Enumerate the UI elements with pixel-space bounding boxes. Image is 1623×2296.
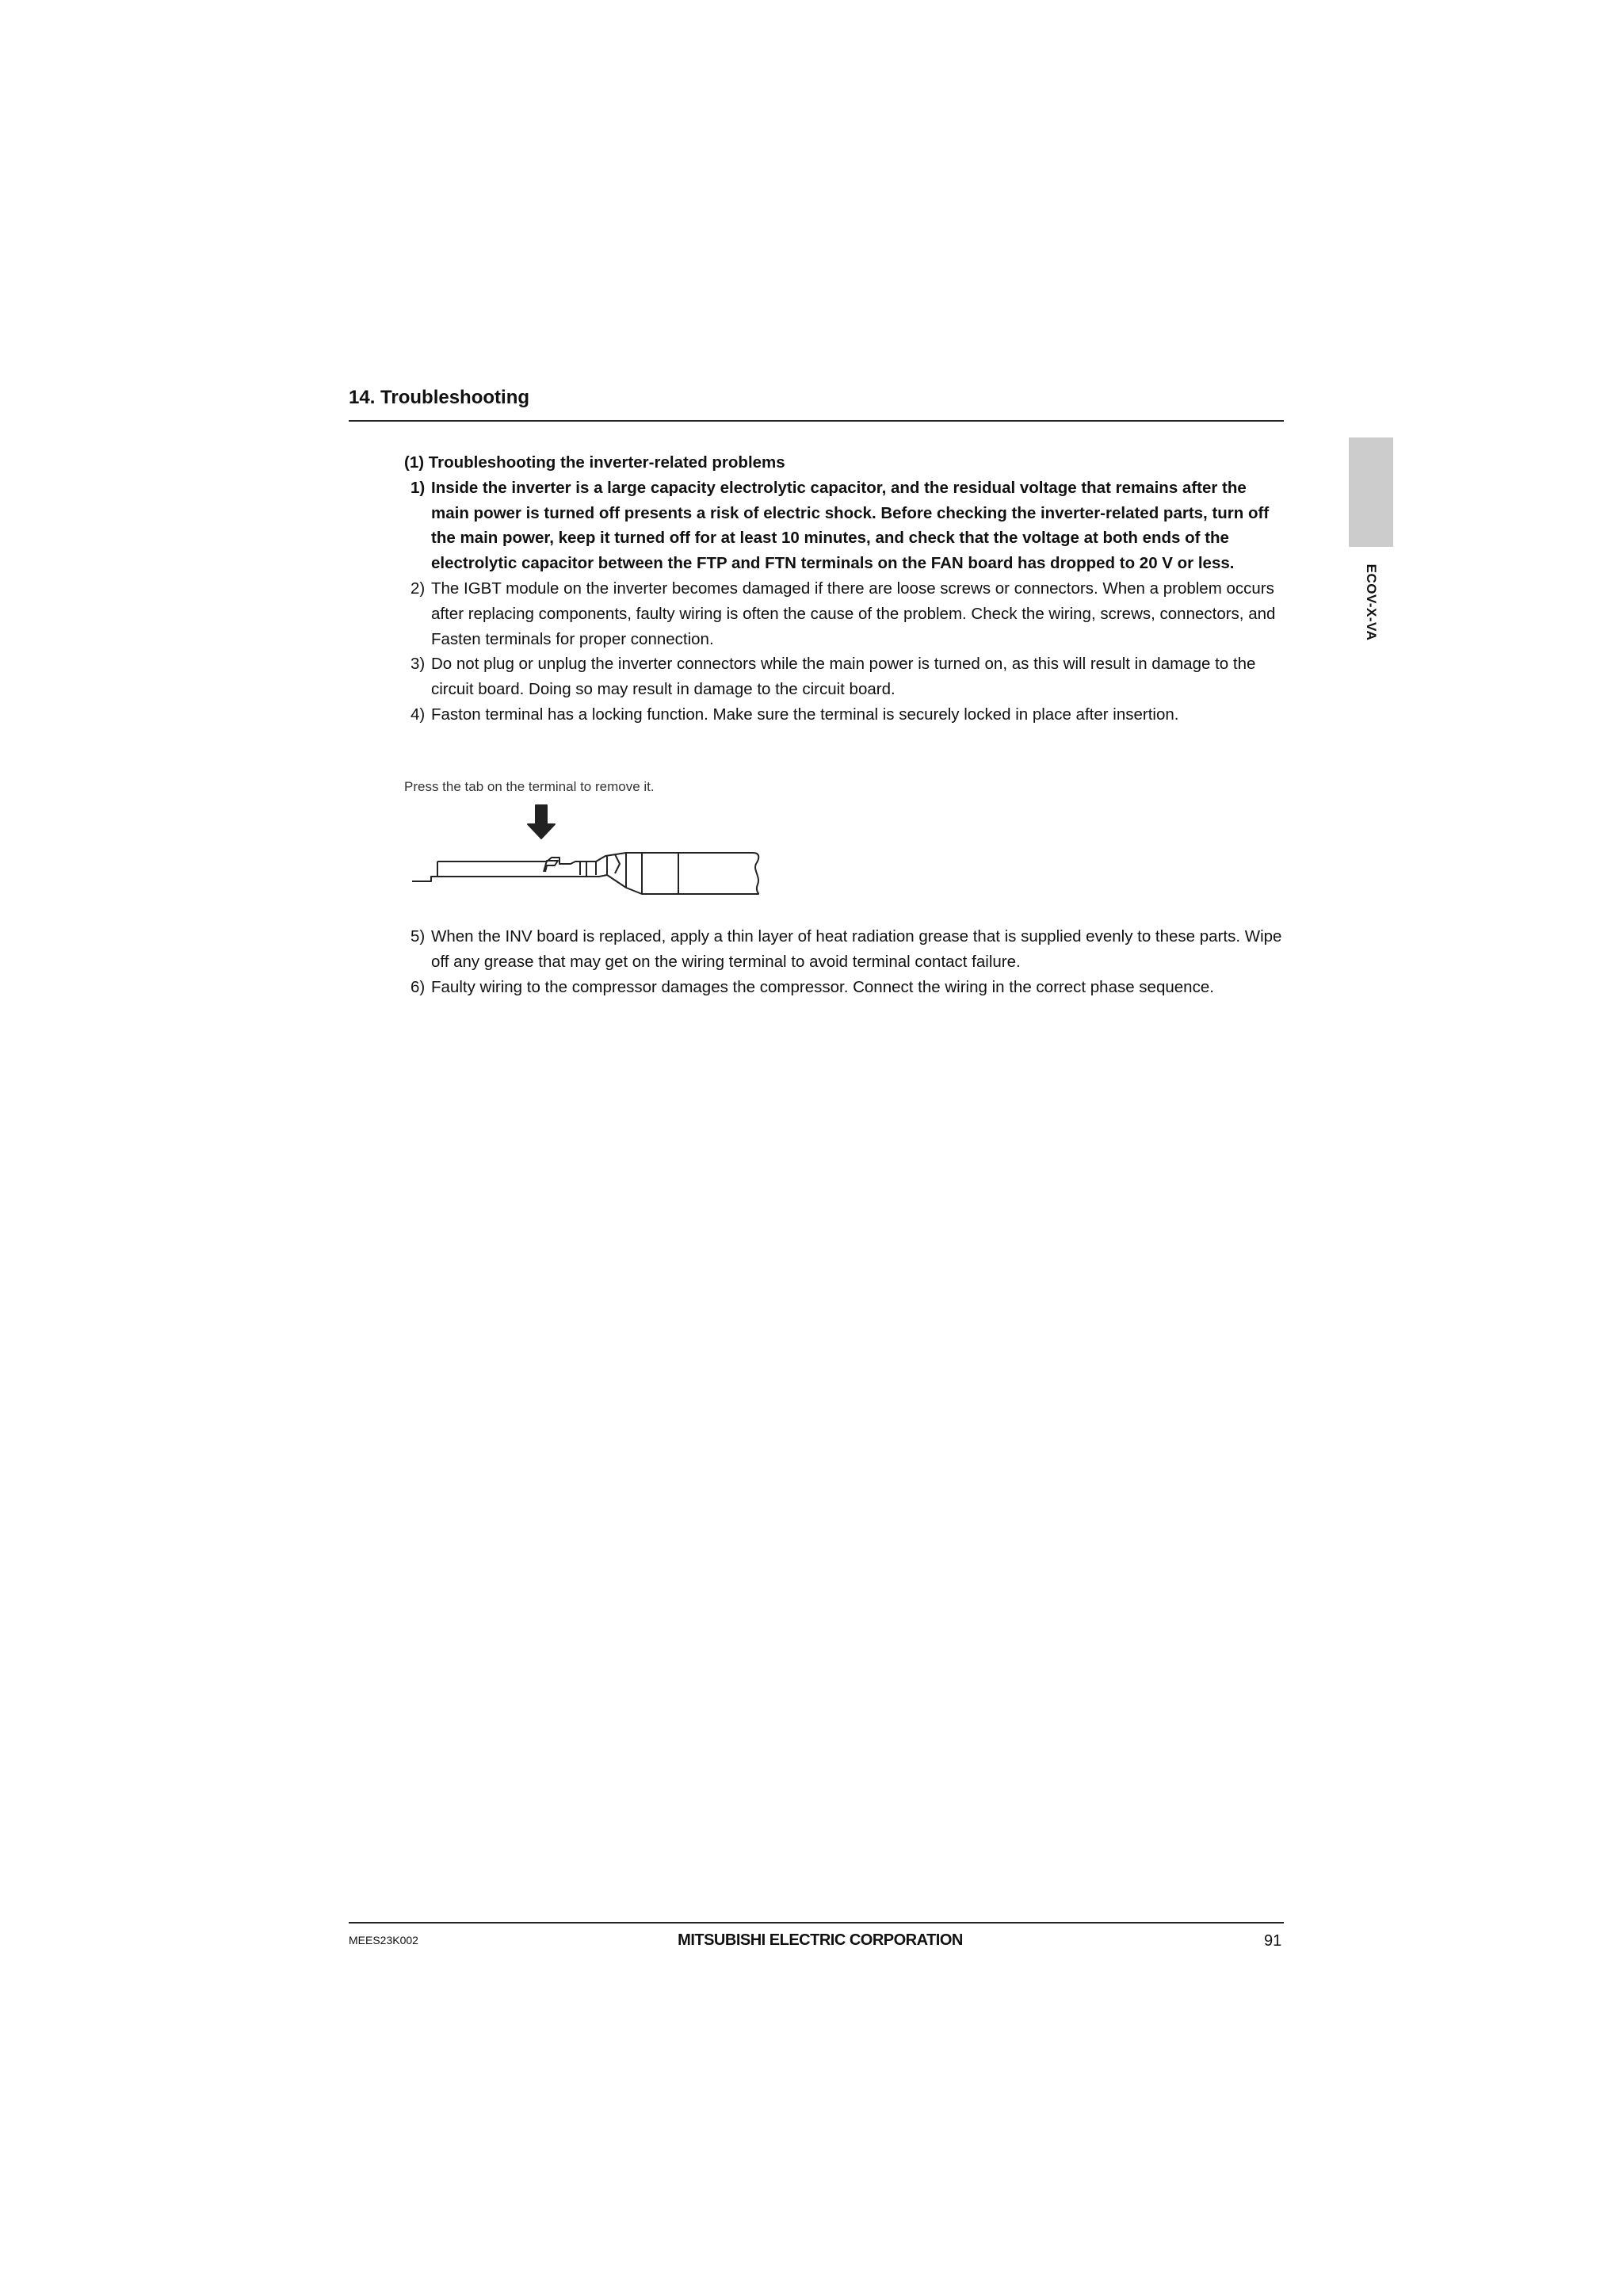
side-tab-label: ECOV-X-VA: [1364, 563, 1379, 641]
item-text: When the INV board is replaced, apply a thin layer of heat radiation grease that is supplied evenly to these parts. Wipe off any grease that may get on the wiring terminal to avoid terminal contact failure.: [431, 927, 1282, 971]
item-number: 1): [411, 478, 426, 497]
troubleshooting-content-continued: [404, 924, 1282, 999]
item-text: The IGBT module on the inverter becomes damaged if there are loose screws or connectors. When a problem occurs after replacing components, faulty wiring is often the cause of the problem. Check the wiring, screws, connectors, and Fasten terminals for proper connection.: [431, 579, 1276, 648]
item-number: 2): [411, 579, 426, 598]
list-item: [404, 476, 1282, 576]
press-arrow-icon: [528, 805, 555, 839]
item-text: Inside the inverter is a large capacity electrolytic capacitor, and the residual voltage that remains after the main power is turned off presents a risk of electric shock. Before checking the inverter-related parts, turn off the main power, keep it turned off for at least 10 minutes, and check that the voltage at both ends of the electrolytic capacitor between the FTP and FTN terminals on the FAN board has dropped to 20 V or less.: [431, 478, 1270, 573]
side-tab-marker: [1349, 437, 1393, 547]
corporation-name: MITSUBISHI ELECTRIC CORPORATION: [678, 1931, 963, 1949]
wire: [678, 853, 758, 894]
item-number: 5): [411, 927, 426, 946]
list-item: [404, 924, 1282, 975]
item-number: 6): [411, 977, 426, 996]
troubleshooting-content: [404, 450, 1282, 728]
section-title: 14. Troubleshooting: [349, 387, 530, 408]
item-text: Faulty wiring to the compressor damages the compressor. Connect the wiring in the correct phase sequence.: [431, 977, 1214, 996]
subheading: (1) Troubleshooting the inverter-related problems: [404, 453, 785, 472]
title-divider: [349, 420, 1284, 422]
terminal-body: [412, 853, 678, 894]
page-number: 91: [1264, 1932, 1282, 1950]
item-number: 3): [411, 655, 426, 674]
item-text: Do not plug or unplug the inverter connectors while the main power is turned on, as this will result in damage to the circuit board. Doing so may result in damage to the circuit board.: [431, 655, 1256, 699]
item-number: 4): [411, 705, 426, 724]
list-item: [404, 651, 1282, 702]
item-text: Faston terminal has a locking function. Make sure the terminal is securely locked in place after insertion.: [431, 705, 1179, 724]
faston-terminal-figure: [412, 800, 770, 897]
footer-divider: [349, 1922, 1284, 1924]
locking-tab: [544, 861, 558, 872]
figure-caption: Press the tab on the terminal to remove it.: [404, 779, 655, 794]
list-item: [404, 576, 1282, 651]
list-item: [404, 975, 1282, 1000]
list-item: [404, 702, 1282, 728]
document-code: MEES23K002: [349, 1934, 418, 1946]
